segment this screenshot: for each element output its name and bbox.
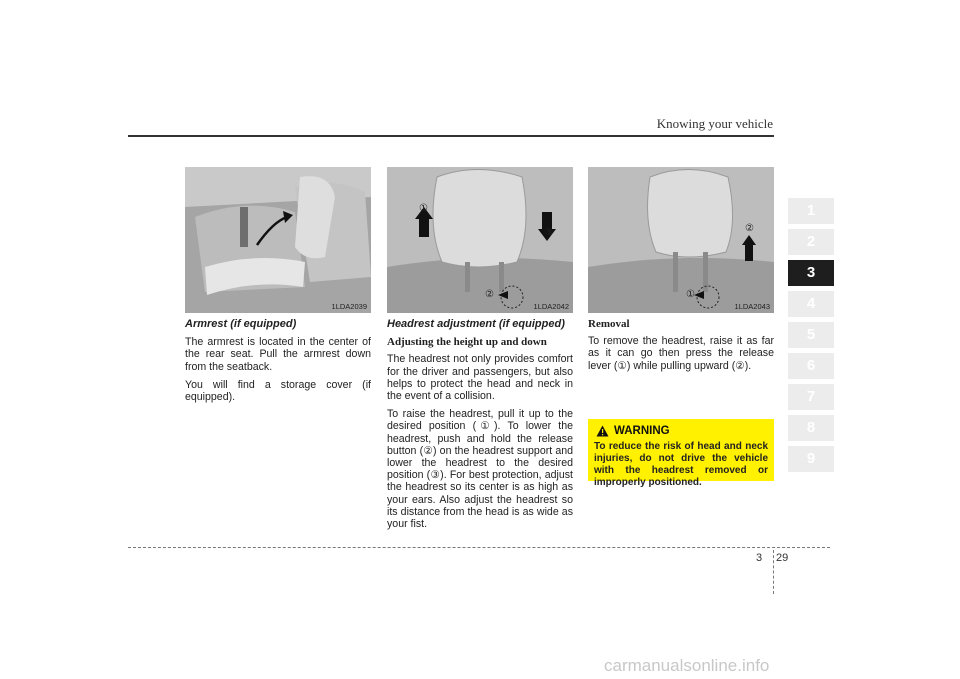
chapter-tab-4[interactable]: 4 <box>788 291 834 317</box>
footer-rule <box>128 547 830 548</box>
armrest-figure <box>185 167 371 313</box>
warning-header <box>596 425 670 437</box>
headrest-removal-section <box>588 318 774 378</box>
subsection-title: Removal <box>588 318 630 330</box>
chapter-tab-2[interactable]: 2 <box>788 229 834 255</box>
section-title: Headrest adjustment (if equipped) <box>387 318 565 330</box>
chapter-tab-6[interactable]: 6 <box>788 353 834 379</box>
callout-two: ② <box>485 289 494 300</box>
chapter-tab-3[interactable]: 3 <box>788 260 834 286</box>
callout-one: ① <box>419 203 428 214</box>
paragraph: You will find a storage cover (if equipped). <box>185 378 371 404</box>
headrest-adjust-figure <box>387 167 573 313</box>
section-header: Knowing your vehicle <box>656 116 773 131</box>
chapter-tab-5[interactable]: 5 <box>788 322 834 348</box>
chapter-tab-7[interactable]: 7 <box>788 384 834 410</box>
paragraph: The headrest not only provides comfort for the driver and passengers, but also helps to protect the head and neck in the event of a collision. <box>387 353 573 403</box>
footer-chapter: 3 <box>756 552 763 564</box>
page-number: 29 <box>776 552 789 564</box>
callout-one: ① <box>686 289 695 300</box>
figure-code: 1LDA2039 <box>331 302 367 311</box>
armrest-section <box>185 318 371 409</box>
figure-code: 1LDA2042 <box>533 302 569 311</box>
paragraph: The armrest is located in the center of the rear seat. Pull the armrest down from the seatback. <box>185 336 371 373</box>
chapter-tab-9[interactable]: 9 <box>788 446 834 472</box>
section-title: Armrest (if equipped) <box>185 318 297 330</box>
chapter-tab-8[interactable]: 8 <box>788 415 834 441</box>
warning-triangle-icon <box>596 425 609 437</box>
headrest-removal-figure <box>588 167 774 313</box>
watermark: carmanualsonline.info <box>604 656 770 675</box>
chapter-tabs <box>788 198 834 477</box>
chapter-tab-1[interactable]: 1 <box>788 198 834 224</box>
callout-two: ② <box>745 223 754 234</box>
warning-text: To reduce the risk of head and neck injuries, do not drive the vehicle with the headrest removed or improperly positioned. <box>594 441 768 488</box>
paragraph: To raise the headrest, pull it up to the desired position (①). To lower the headrest, push and hold the release button (②) on the headrest support and lower the headrest to the desired position (③). For best protection, adjust the headrest so its center is as high as your ears. Also adjust the headrest so its distance from the head is as wide as your fist. <box>387 408 573 531</box>
callout-three: ③ <box>544 227 553 238</box>
warning-box <box>588 419 774 488</box>
warning-title: WARNING <box>614 425 670 437</box>
figure-code: 1LDA2043 <box>734 302 770 311</box>
header-rule <box>128 135 774 137</box>
paragraph: To remove the headrest, raise it as far as it can go then press the release lever (①) while pulling upward (②). <box>588 335 774 372</box>
headrest-adjust-section <box>387 318 573 536</box>
subsection-title: Adjusting the height up and down <box>387 336 547 349</box>
page-divider <box>773 550 774 594</box>
